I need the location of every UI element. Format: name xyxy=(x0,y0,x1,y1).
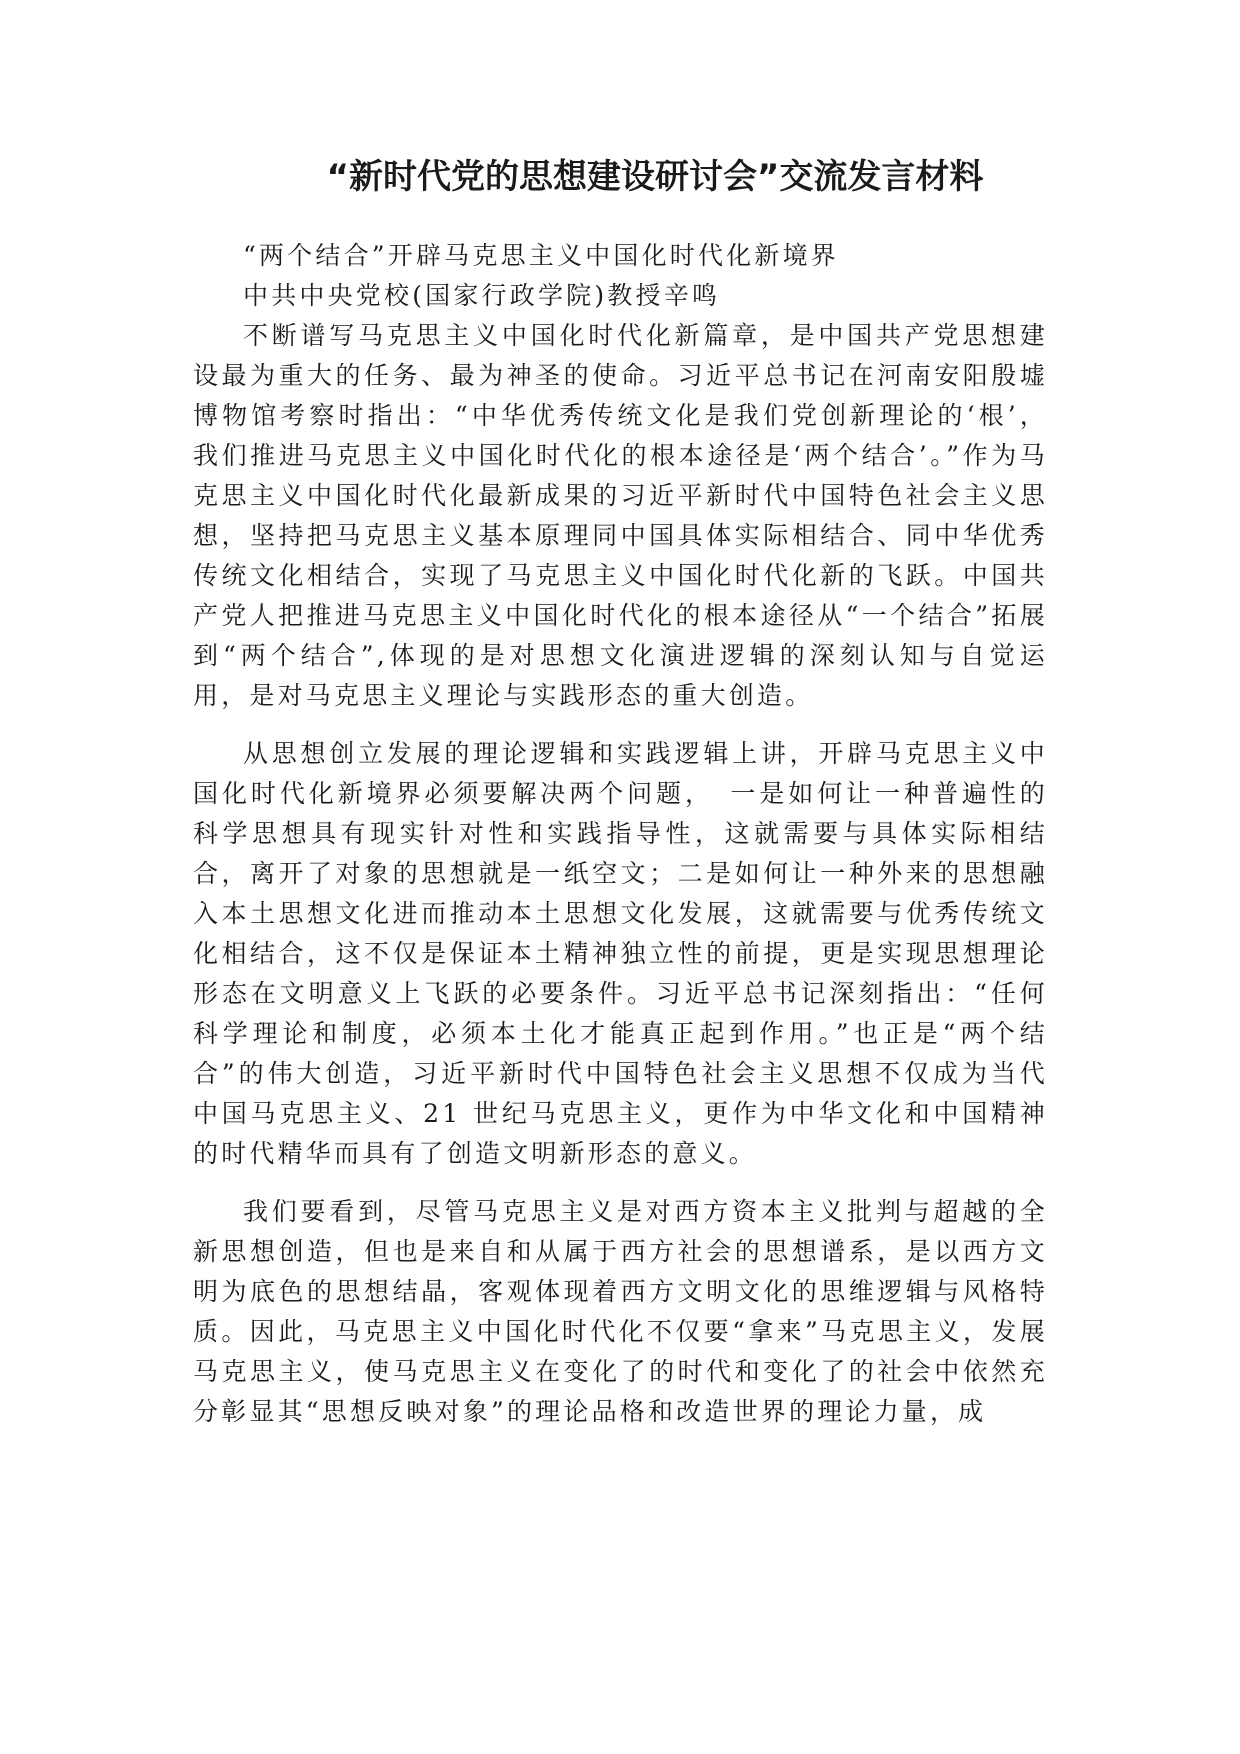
paragraph-1: 不断谱写马克思主义中国化时代化新篇章，是中国共产党思想建设最为重大的任务、最为神圣的使命。习近平总书记在河南安阳殷墟博物馆考察时指出：“中华优秀传统文化是我们党创新理论的‘根’，我们推进马克思主义中国化时代化的根本途径是‘两个结合’。”作为马克思主义中国化时代化最新成果的习近平新时代中国特色社会主义思想，坚持把马克思主义基本原理同中国具体实际相结合、同中华优秀传统文化相结合，实现了马克思主义中国化时代化新的飞跃。中国共产党人把推进马克思主义中国化时代化的根本途径从“一个结合”拓展到“两个结合”,体现的是对思想文化演进逻辑的深刻认知与自觉运用，是对马克思主义理论与实践形态的重大创造。 xyxy=(193,321,1048,710)
document-body xyxy=(193,236,1048,1432)
author-line: 中共中央党校(国家行政学院)教授辛鸣 xyxy=(243,281,721,310)
paragraph-2: 从思想创立发展的理论逻辑和实践逻辑上讲，开辟马克思主义中国化时代化新境界必须要解决两个问题， 一是如何让一种普遍性的科学思想具有现实针对性和实践指导性，这就需要与具体实际相结合，离开了对象的思想就是一纸空文；二是如何让一种外来的思想融入本土思想文化进而推动本土思想文化发展，这就需要与优秀传统文化相结合，这不仅是保证本土精神独立性的前提，更是实现思想理论形态在文明意义上飞跃的必要条件。习近平总书记深刻指出：“任何科学理论和制度，必须本土化才能真正起到作用。”也正是“两个结合”的伟大创造，习近平新时代中国特色社会主义思想不仅成为当代中国马克思主义、21 世纪马克思主义，更作为中华文化和中国精神的时代精华而具有了创造文明新形态的意义。 xyxy=(193,739,1048,1168)
document-title: “新时代党的思想建设研讨会”交流发言材料 xyxy=(326,157,984,197)
paragraph-3: 我们要看到，尽管马克思主义是对西方资本主义批判与超越的全新思想创造，但也是来自和从属于西方社会的思想谱系，是以西方文明为底色的思想结晶，客观体现着西方文明文化的思维逻辑与风格特质。因此，马克思主义中国化时代化不仅要“拿来”马克思主义，发展马克思主义，使马克思主义在变化了的时代和变化了的社会中依然充分彰显其“思想反映对象”的理论品格和改造世界的理论力量，成 xyxy=(193,1197,1048,1426)
subtitle: “两个结合”开辟马克思主义中国化时代化新境界 xyxy=(243,241,839,270)
